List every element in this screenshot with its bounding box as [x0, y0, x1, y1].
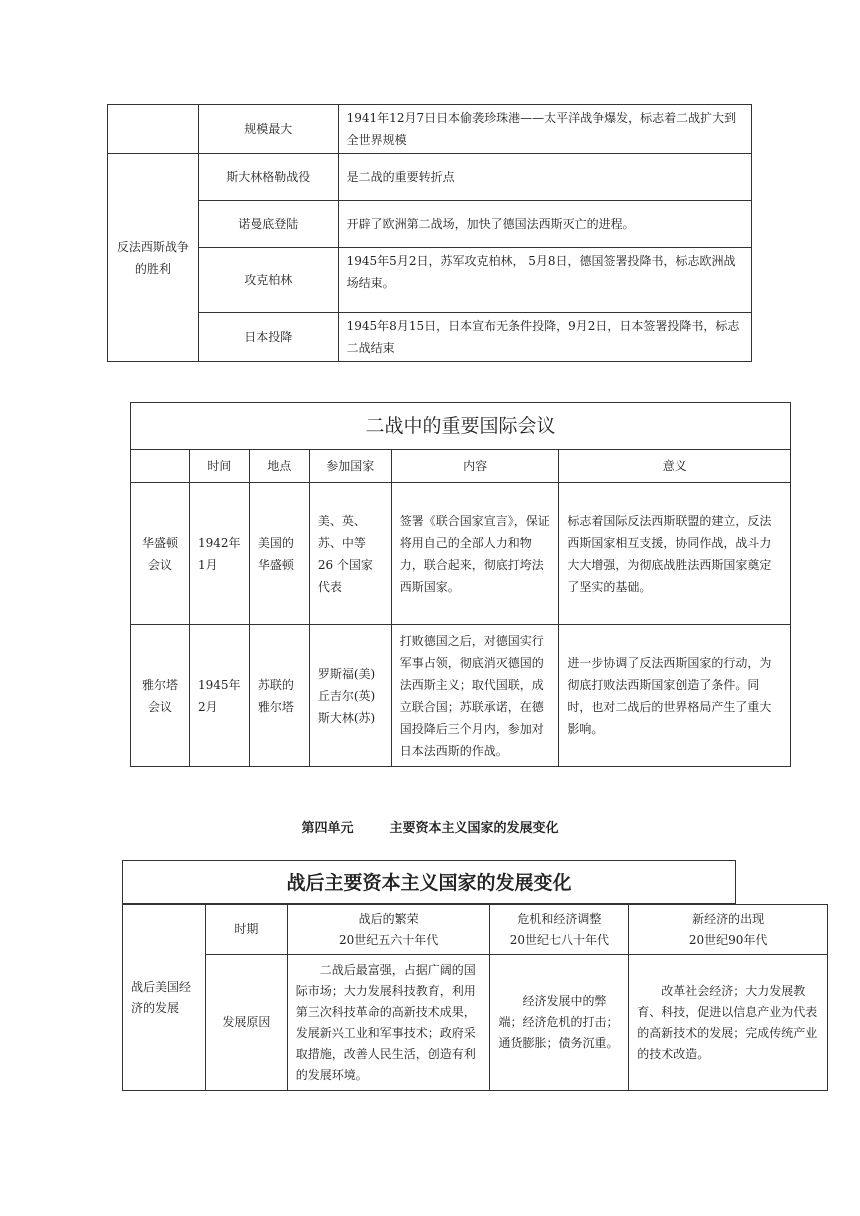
period-name: 新经济的出现 [692, 911, 765, 926]
table-row [108, 313, 752, 362]
period-cause: 改革社会经济；大力发展教育、科技，促进以信息产业为代表的高新技术的发展；完成传统产业的技术改造。 [629, 955, 828, 1091]
period-header [490, 905, 629, 955]
us-economy-table [122, 904, 828, 1091]
conference-time: 1942年1月 [189, 483, 249, 625]
period-cause: 二战后最富强，占据广阔的国际市场；大力发展科技教育，利用第三次科技革命的高新技术成果，发展新兴工业和军事技术；政府采取措施，改善人民生活，创造有利的发展环境。 [287, 955, 490, 1091]
column-header: 地点 [249, 450, 309, 483]
column-header: 时间 [189, 450, 249, 483]
period-name: 战后的繁荣 [358, 911, 419, 926]
table-row [131, 625, 791, 767]
table-row [108, 248, 752, 313]
event-name: 日本投降 [198, 313, 338, 362]
table-header-row [123, 905, 828, 955]
column-header: 意义 [559, 450, 791, 483]
period-years: 20世纪五六十年代 [338, 932, 439, 947]
column-header [131, 450, 190, 483]
conference-countries: 罗斯福(美) 丘吉尔(英) 斯大林(苏) [309, 625, 391, 767]
table-row [131, 483, 791, 625]
conference-place: 美国的华盛顿 [249, 483, 309, 625]
conference-countries: 美、英、苏、中等 26 个国家代表 [309, 483, 391, 625]
cause-label: 发展原因 [205, 955, 287, 1091]
conference-content: 打败德国之后，对德国实行军事占领，彻底消灭德国的法西斯主义；取代国联，成立联合国；苏联承诺，在德国投降后三个月内，参加对日本法西斯的作战。 [391, 625, 559, 767]
event-description: 开辟了欧洲第二战场，加快了德国法西斯灭亡的进程。 [338, 201, 751, 248]
period-cause: 经济发展中的弊端；经济危机的打击；通货膨胀；债务沉重。 [490, 955, 629, 1091]
conference-meaning: 标志着国际反法西斯联盟的建立，反法西斯国家相互支援，协同作战，战斗力大大增强，为彻底战胜法西斯国家奠定了坚实的基础。 [559, 483, 791, 625]
table-title: 战后主要资本主义国家的发展变化 [122, 860, 736, 904]
event-description: 1945年5月2日，苏军攻克柏林， 5月8日，德国签署投降书，标志欧洲战场结束。 [338, 248, 751, 313]
event-description: 是二战的重要转折点 [338, 154, 751, 201]
column-header: 参加国家 [309, 450, 391, 483]
wwii-events-table [107, 104, 752, 362]
period-header [287, 905, 490, 955]
event-name: 诺曼底登陆 [198, 201, 338, 248]
period-years: 20世纪90年代 [688, 932, 768, 947]
conference-name: 华盛顿会议 [131, 483, 190, 625]
conference-name: 雅尔塔会议 [131, 625, 190, 767]
event-name: 攻克柏林 [198, 248, 338, 313]
conference-time: 1945年2月 [189, 625, 249, 767]
table-row [108, 201, 752, 248]
table-row [108, 154, 752, 201]
row-label: 战后美国经济的发展 [123, 905, 206, 1091]
period-years: 20世纪七八十年代 [509, 932, 609, 947]
event-name: 规模最大 [198, 105, 338, 154]
table-cell [108, 105, 199, 154]
unit-heading [0, 817, 860, 836]
conference-content: 签署《联合国家宣言》，保证将用自己的全部人力和物力，联合起来，彻底打垮法西斯国家。 [391, 483, 559, 625]
column-header: 内容 [391, 450, 559, 483]
event-description: 1941年12月7日日本偷袭珍珠港——太平洋战争爆发，标志着二战扩大到全世界规模 [338, 105, 751, 154]
conference-meaning: 进一步协调了反法西斯国家的行动，为彻底打败法西斯国家创造了条件。同时，也对二战后的世界格局产生了重大影响。 [559, 625, 791, 767]
event-description: 1945年8月15日，日本宣布无条件投降，9月2日，日本签署投降书，标志二战结束 [338, 313, 751, 362]
unit-number: 第四单元 [301, 821, 354, 836]
table-title: 二战中的重要国际会议 [131, 403, 791, 450]
conferences-table [130, 402, 791, 767]
unit-topic: 主要资本主义国家的发展变化 [389, 821, 559, 836]
table-row [123, 955, 828, 1091]
conference-place: 苏联的雅尔塔 [249, 625, 309, 767]
table-row [108, 105, 752, 154]
period-label: 时期 [205, 905, 287, 955]
period-header [629, 905, 828, 955]
group-label: 反法西斯战争的胜利 [108, 154, 199, 362]
table-title-row [131, 403, 791, 450]
period-name: 危机和经济调整 [517, 911, 602, 926]
table-header-row [131, 450, 791, 483]
event-name: 斯大林格勒战役 [198, 154, 338, 201]
